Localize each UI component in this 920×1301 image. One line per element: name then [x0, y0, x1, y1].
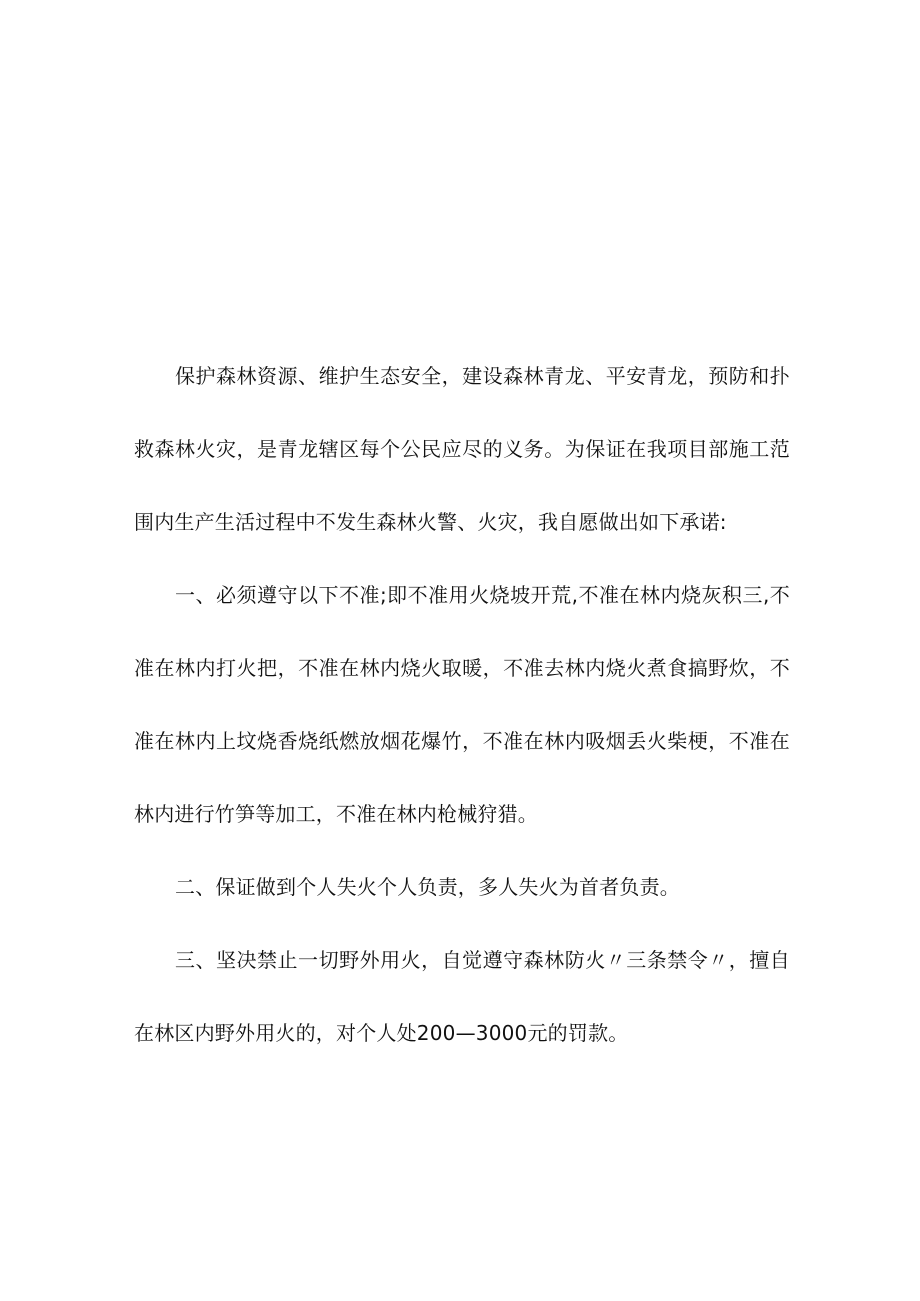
paragraph-intro: 保护森林资源、维护生态安全，建设森林青龙、平安青龙，预防和扑救森林火灾，是青龙辖区每个公民应尽的义务。为保证在我项目部施工范围内生产生活过程中不发生森林火警、火灾，我自愿做出如下承诺: — [134, 364, 790, 534]
paragraph-rule-3: 三、坚决禁止一切野外用火，自觉遵守森林防火〃三条禁令〃，擅自在林区内野外用火的，对个人处200—3000元的罚款。 — [134, 948, 790, 1045]
paragraph-rule-2: 二、保证做到个人失火个人负责，多人失火为首者负责。 — [175, 875, 680, 899]
paragraph-rule-1: 一、必须遵守以下不准;即不准用火烧坡开荒,不准在林内烧灰积三,不准在林内打火把，不准在林内烧火取暖，不准去林内烧火煮食搞野炊，不准在林内上坟烧香烧纸燃放烟花爆竹，不准在林内吸烟丢火柴梗，不准在林内进行竹笋等加工，不准在林内枪械狩猎。 — [134, 583, 790, 826]
document-body — [134, 340, 790, 1070]
